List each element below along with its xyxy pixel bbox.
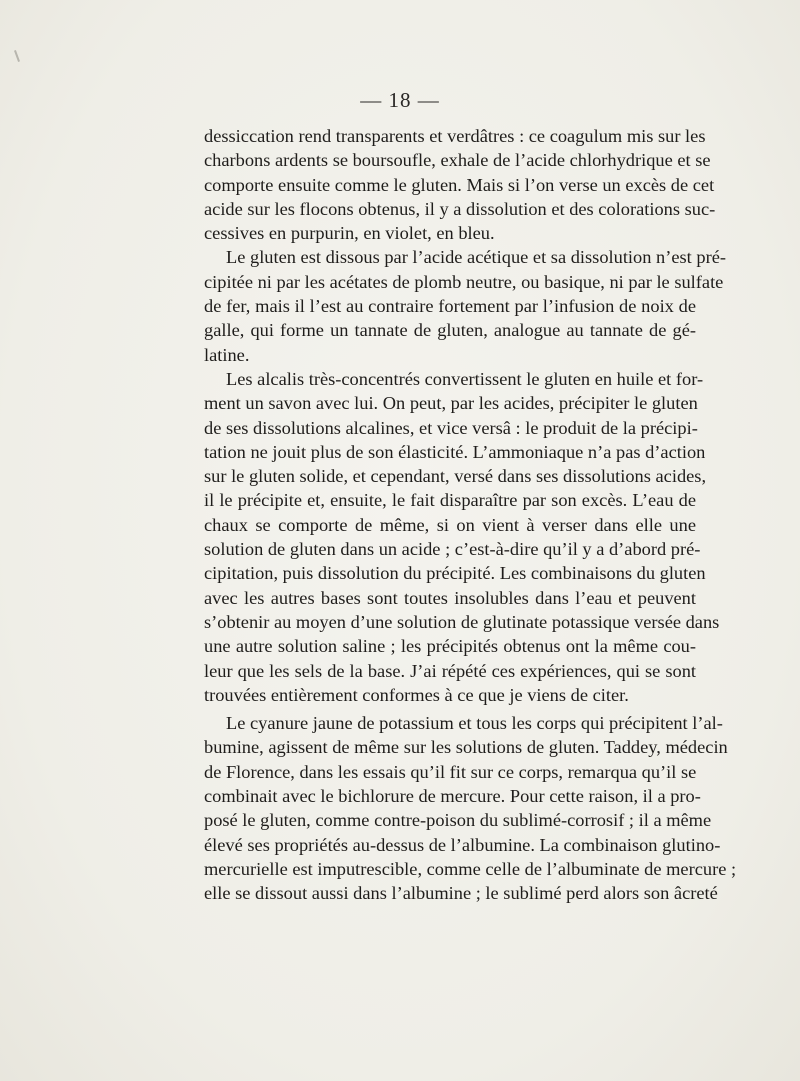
- text-line: galle, qui forme un tannate de gluten, analogue au tannate de gé-: [204, 320, 696, 341]
- text-line: de ses dissolutions alcalines, et vice versâ : le produit de la précipi-: [204, 417, 698, 438]
- paragraph-4: [204, 711, 737, 905]
- text-line: de Florence, dans les essais qu’il fit sur ce corps, remarqua qu’il se: [204, 761, 697, 782]
- text-line: latine.: [204, 344, 250, 365]
- text-line: cessives en purpurin, en violet, en bleu.: [204, 223, 495, 244]
- text-line: dessiccation rend transparents et verdâtres : ce coagulum mis sur les: [204, 126, 706, 146]
- text-line: de fer, mais il l’est au contraire fortement par l’infusion de noix de: [204, 296, 696, 317]
- text-line: chaux se comporte de même, si on vient à verser dans elle une: [204, 514, 696, 535]
- text-line: Le cyanure jaune de potassium et tous les corps qui précipitent l’al-: [226, 713, 723, 734]
- text-line: acide sur les flocons obtenus, il y a dissolution et des colorations suc-: [204, 198, 716, 219]
- text-line: une autre solution saline ; les précipités obtenus ont la même cou-: [204, 636, 696, 657]
- text-line: posé le gluten, comme contre-poison du sublimé-corrosif ; il a même: [204, 810, 712, 831]
- text-line: Le gluten est dissous par l’acide acétique et sa dissolution n’est pré-: [226, 247, 726, 268]
- paragraph-2: [204, 245, 726, 366]
- text-line: ment un savon avec lui. On peut, par les acides, précipiter le gluten: [204, 393, 698, 414]
- text-line: combinait avec le bichlorure de mercure. Pour cette raison, il a pro-: [204, 786, 701, 807]
- text-line: cipitation, puis dissolution du précipité. Les combinaisons du gluten: [204, 563, 706, 584]
- paragraph-3: [204, 367, 720, 707]
- text-line: leur que les sels de la base. J’ai répété ces expériences, qui se sont: [204, 660, 696, 681]
- text-line: s’obtenir au moyen d’une solution de glutinate potassique versée dans: [204, 611, 720, 632]
- text-line: charbons ardents se boursoufle, exhale de l’acide chlorhydrique et se: [204, 150, 711, 171]
- text-line: elle se dissout aussi dans l’albumine ; le sublimé perd alors son âcreté: [204, 883, 718, 904]
- text-line: cipitée ni par les acétates de plomb neutre, ou basique, ni par le sulfate: [204, 271, 724, 292]
- text-line: comporte ensuite comme le gluten. Mais si l’on verse un excès de cet: [204, 174, 715, 195]
- margin-mark: [14, 50, 20, 62]
- paragraph-1: [204, 124, 716, 245]
- text-line: il le précipite et, ensuite, le fait disparaître par son excès. L’eau de: [204, 490, 696, 511]
- page-number: — 18 —: [360, 88, 440, 112]
- text-line: trouvées entièrement conformes à ce que je viens de citer.: [204, 684, 629, 705]
- text-line: avec les autres bases sont toutes insolubles dans l’eau et peuvent: [204, 587, 696, 608]
- text-line: Les alcalis très-concentrés convertissent le gluten en huile et for-: [226, 368, 704, 389]
- body-text: [204, 124, 737, 906]
- text-line: sur le gluten solide, et cependant, versé dans ses dissolutions acides,: [204, 466, 707, 487]
- text-line: élevé ses propriétés au-dessus de l’albumine. La combinaison glutino-: [204, 834, 721, 855]
- text-line: tation ne jouit plus de son élasticité. L’ammoniaque n’a pas d’action: [204, 441, 706, 462]
- text-line: mercurielle est imputrescible, comme celle de l’albuminate de mercure ;: [204, 858, 737, 879]
- text-line: bumine, agissent de même sur les solutions de gluten. Taddey, médecin: [204, 737, 728, 758]
- text-line: solution de gluten dans un acide ; c’est-à-dire qu’il y a d’abord pré-: [204, 539, 701, 560]
